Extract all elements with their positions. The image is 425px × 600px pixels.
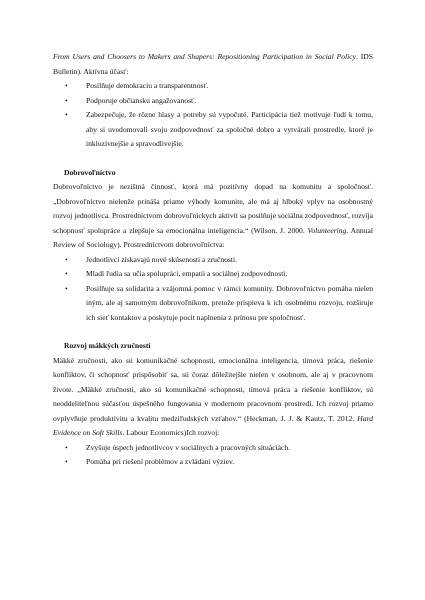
list-item: • Posilňuje sa solidarita a vzájomná pomoc v rámci komunity. Dobrovoľníctvo pomáha nielen iným, ale aj samotným dobrovoľníkom, pretože prispieva k ich osobnému rozvoju, rozširuje ich sieť kontaktov a poskytuje pocit naplnenia z prínosu pre spoločnosť. (65, 283, 373, 322)
list-item: • Zvyšuje úspech jednotlivcov v sociálnych a pracovných situáciách. (53, 441, 373, 456)
bullet-icon: • (65, 254, 68, 264)
list-item: • Podporuje občiansku angažovanosť. (53, 94, 373, 109)
volunteering-paragraph: Dobrovoľníctvo je nezištná činnosť, ktorá má pozitívny dopad na komunitu a spoločnosť. „Dobrovoľníctvo nielenže prináša priame výhody komunite, ale má aj hlboký vplyv na osobnostný rozvoj jednotlivca. Prostredníctvom dobrovoľníckych aktivít sa posilňuje sociálna zodpovednosť, rozvíja schopnosť spolupráce a zlepšuje sa emocionálna inteligencia.“ (Wilson, J. 2000. Volunteering. Annual Review of Sociology). Prostredníctvom dobrovoľníctva: (53, 182, 374, 249)
bullet-icon: • (65, 283, 68, 293)
section-heading-soft-skills: Rozvoj mäkkých zručností (64, 341, 151, 350)
bullet-icon: • (65, 110, 68, 119)
citation-title: Volunteering (307, 225, 347, 235)
soft-skills-list (53, 441, 373, 470)
bullet-icon: • (65, 81, 68, 90)
volunteering-list (53, 253, 373, 326)
list-item: • Pomáha pri riešení problémov a zvládaní výziev. (53, 455, 373, 470)
list-item: • Zabezpečuje, že rôzne hlasy a potreby sú vypočuté. Participácia tiež motivuje ľudí k tomu, aby si uvedomovali svoju zodpovednosť za spoločné dobro a vytvárali prostredie, ktoré je inkluzívnejšie a spravodlivejšie. (65, 110, 373, 148)
bullet-icon: • (65, 95, 68, 105)
citation-tail: . IDS Bulletin). Aktívna účasť: (53, 52, 373, 76)
section-heading-volunteering: Dobrovoľníctvo (64, 167, 116, 177)
citation-title: From Users and Choosers to Makers and Shapers: Repositioning Participation in Social Policy (53, 52, 356, 61)
bullet-icon: • (65, 442, 68, 452)
list-item: • Mladí ľudia sa učia spolupráci, empatii a sociálnej zodpovednosti. (53, 267, 373, 282)
list-item: • Jednotlivci získavajú nové skúsenosti a zručnosti. (53, 253, 373, 268)
participation-list (53, 79, 373, 152)
bullet-icon: • (65, 269, 68, 278)
bullet-icon: • (65, 457, 68, 466)
soft-skills-paragraph: Mäkké zručnosti, ako sú komunikačné schopnosti, emocionálna inteligencia, tímová práca, riešenie konfliktov, či schopnosť prispôsobiť sa, sú čoraz dôležitejšie nielen v osobnom, ale aj v pracovnom živote. „Mäkké zručnosti, ako sú komunikačné schopnosti, tímová práca a riešenie konfliktov, sú neoddeliteľnou súčasťou úspešného fungovania v modernom pracovnom prostredí. Ich rozvoj priamo ovplyvňuje produktivitu a kvalitu medziľudských vzťahov.“ (Heckman, J. J. & Kautz, T. 2012. Hard Evidence on Soft Skills. Labour Economics)Ich rozvoj: (53, 355, 373, 437)
citation-title: Hard Evidence on Soft Skills (53, 413, 373, 437)
intro-citation (53, 50, 373, 79)
list-item: • Posilňuje demokraciu a transparentnosť. (53, 79, 373, 94)
